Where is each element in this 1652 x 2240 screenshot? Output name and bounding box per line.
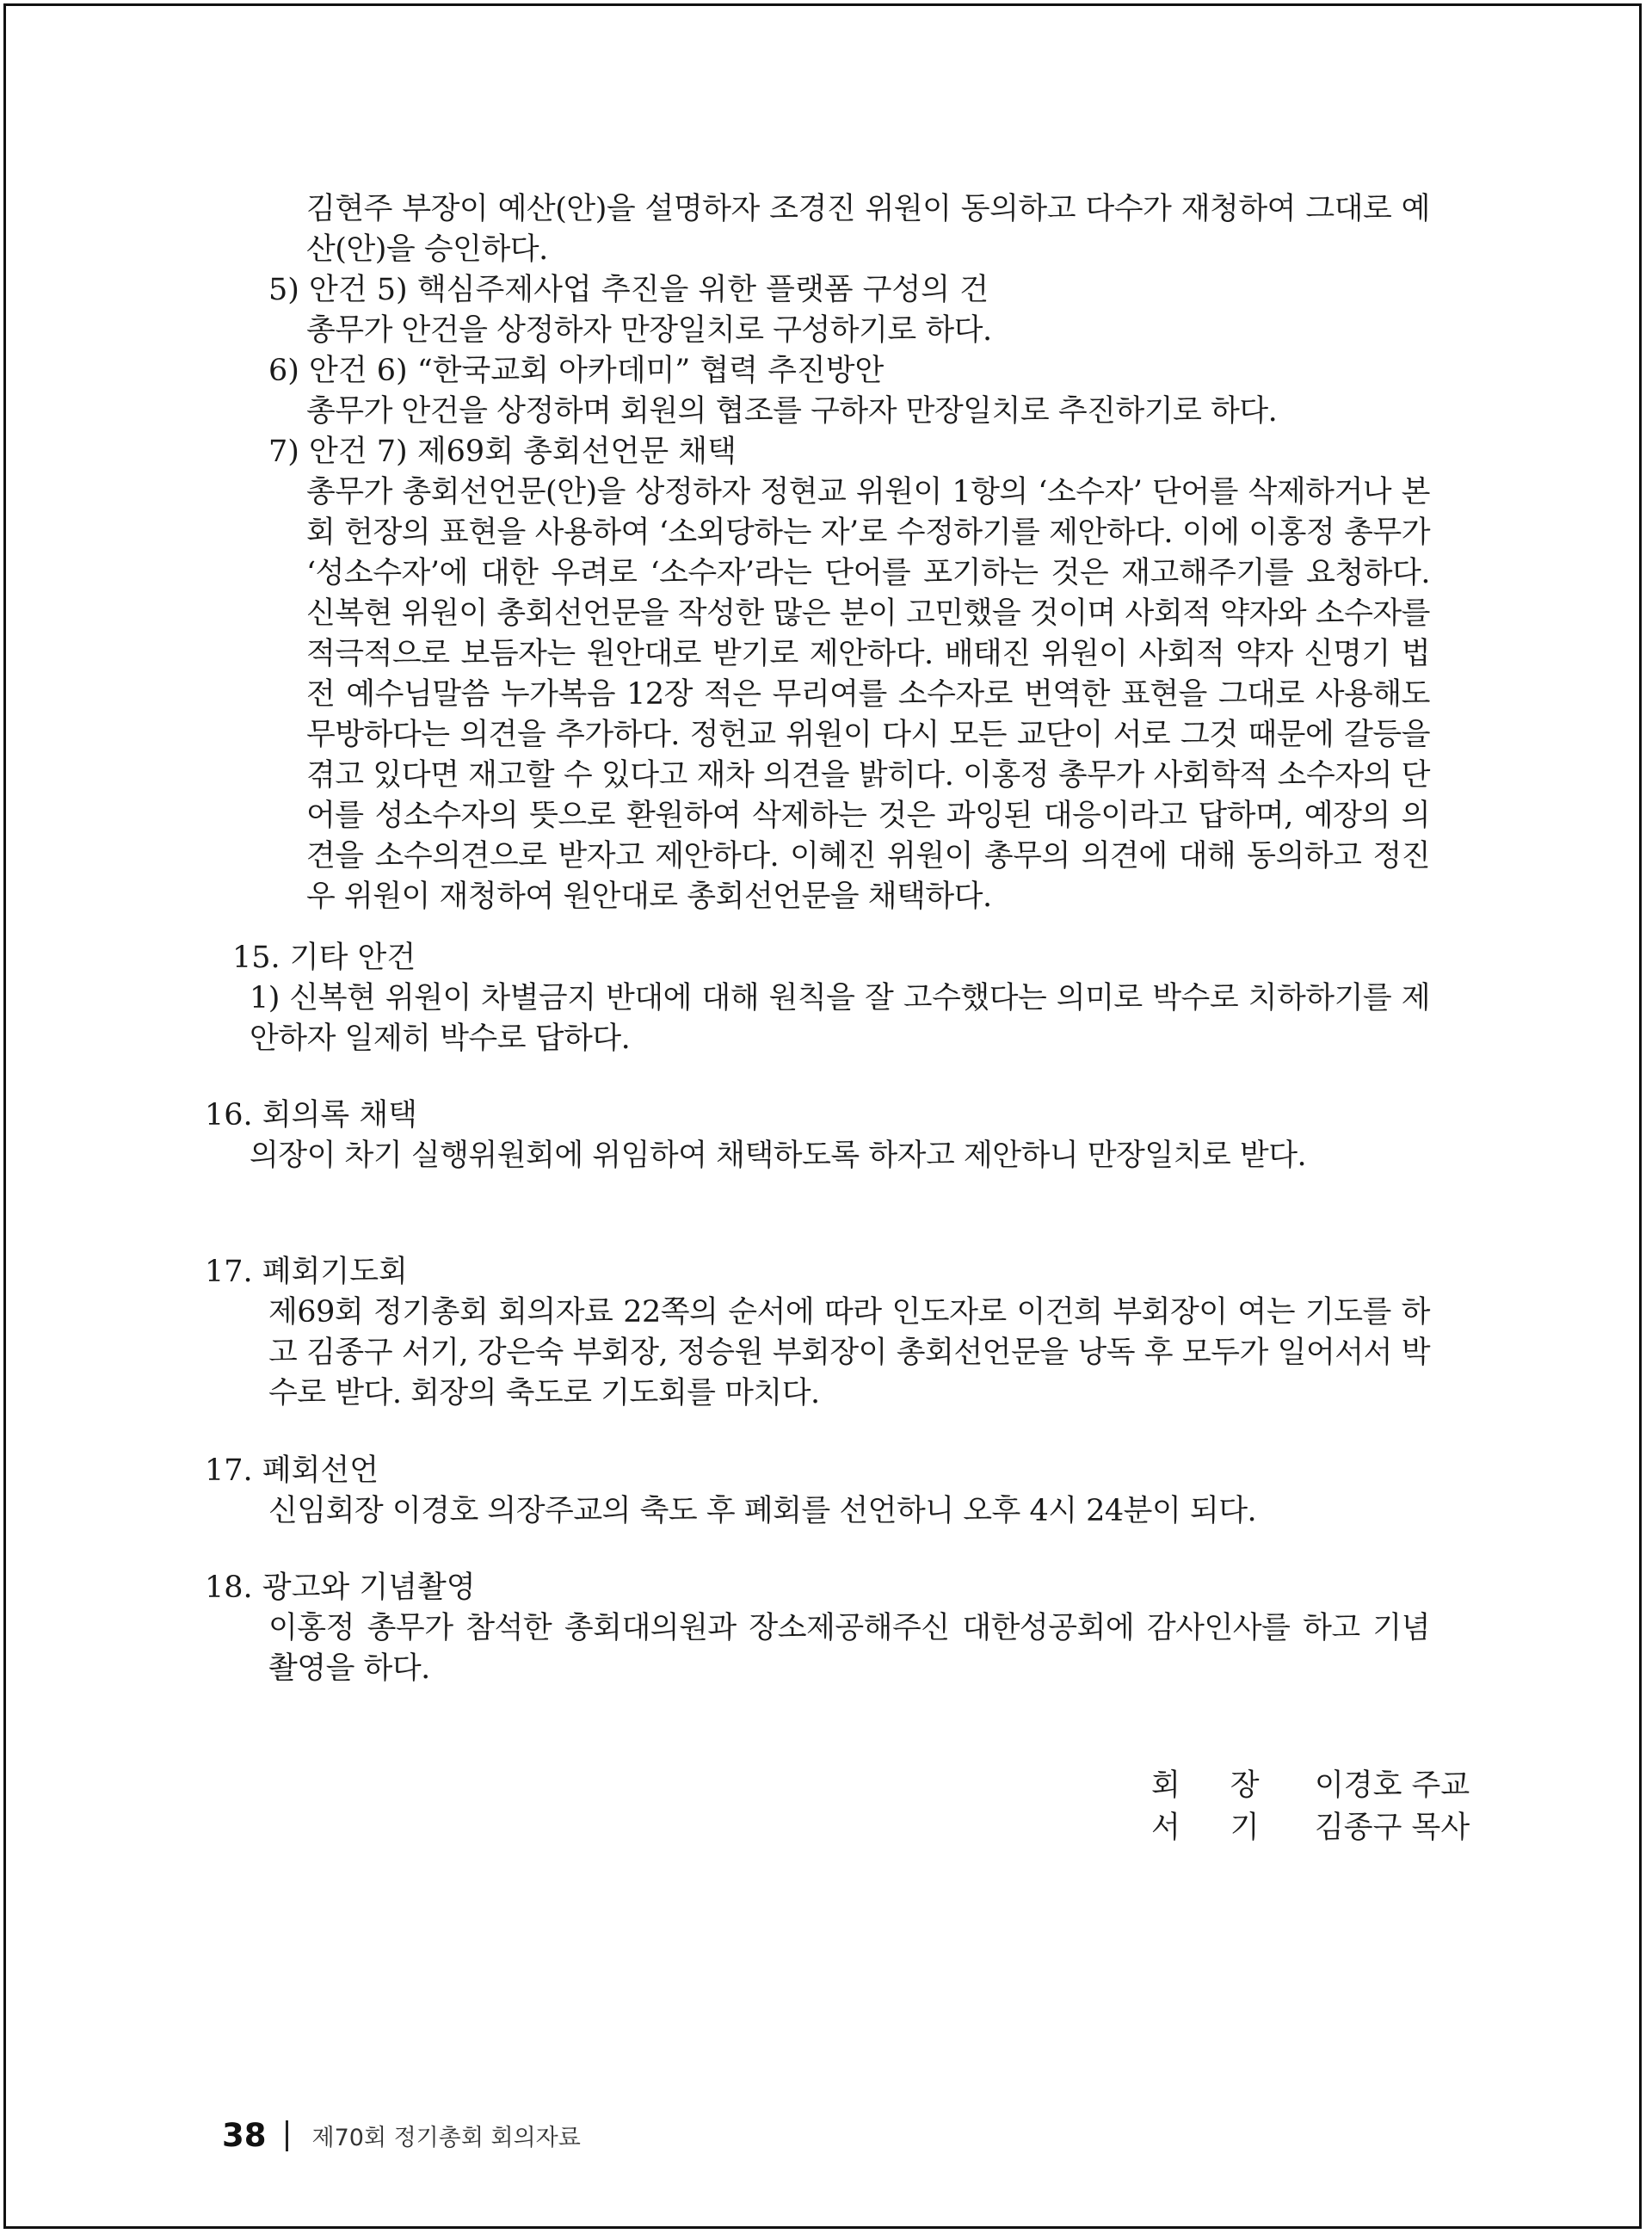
section-17-closing-body: 신임회장 이경호 의장주교의 축도 후 폐회를 선언하니 오후 4시 24분이 되다. — [268, 1494, 1257, 1528]
section-17-prayer-body: 제69회 정기총회 회의자료 22쪽의 순서에 따라 인도자로 이건희 부회장이 여는 기도를 하고 김종구 서기, 강은숙 부회장, 정승원 부회장이 총회선언문을 낭독 후 모두가 일어서서 박수로 받다. 회장의 축도로 기도회를 마치다. — [268, 1295, 1430, 1410]
page-footer — [222, 2117, 581, 2154]
section-15-item-1: 1) 신복현 위원이 차별금지 반대에 대해 원칙을 잘 고수했다는 의미로 박수로 치하하기를 제안하자 일제히 박수로 답하다. — [250, 981, 1430, 1056]
signature-name: 이경호 주교 — [1315, 1768, 1470, 1803]
footer-title: 제70회 정기총회 회의자료 — [311, 2125, 581, 2151]
section-16-title: 16. 회의록 채택 — [205, 1098, 417, 1132]
agenda-6-title: 6) 안건 6) “한국교회 아카데미” 협력 추진방안 — [268, 354, 885, 388]
signature-secretary — [1151, 1808, 1470, 1848]
signature-chair — [1151, 1766, 1470, 1806]
page-number: 38 — [222, 2117, 267, 2154]
intro-paragraph: 김현주 부장이 예산(안)을 설명하자 조경진 위원이 동의하고 다수가 재청하여 그대로 예산(안)을 승인하다. — [306, 192, 1430, 267]
section-15-title: 15. 기타 안건 — [232, 941, 416, 975]
signature-role: 회장 — [1151, 1768, 1310, 1803]
agenda-6-body: 총무가 안건을 상정하며 회원의 협조를 구하자 만장일치로 추진하기로 하다. — [306, 394, 1278, 429]
footer-divider — [286, 2120, 288, 2151]
section-18-body: 이홍정 총무가 참석한 총회대의원과 장소제공해주신 대한성공회에 감사인사를 하고 기념촬영을 하다. — [268, 1611, 1430, 1686]
agenda-7-body: 총무가 총회선언문(안)을 상정하자 정현교 위원이 1항의 ‘소수자’ 단어를 삭제하거나 본 회 헌장의 표현을 사용하여 ‘소외당하는 자’로 수정하기를 제안하다. 이에 이홍정 총무가 ‘성소수자’에 대한 우려로 ‘소수자’라는 단어를 포기하는 것은 재고해주기를 요청하다. 신복현 위원이 총회선언문을 작성한 많은 분이 고민했을 것이며 사회적 약자와 소수자를 적극적으로 보듬자는 원안대로 받기로 제안하다. 배태진 위원이 사회적 약자 신명기 법전 예수님말씀 누가복음 12장 적은 무리여를 소수자로 번역한 표현을 그대로 사용해도 무방하다는 의견을 추가하다. 정헌교 위원이 다시 모든 교단이 서로 그것 때문에 갈등을 겪고 있다면 재고할 수 있다고 재차 의견을 밝히다. 이홍정 총무가 사회학적 소수자의 단어를 성소수자의 뜻으로 환원하여 삭제하는 것은 과잉된 대응이라고 답하며, 예장의 의견을 소수의견으로 받자고 제안하다. 이혜진 위원이 총무의 의견에 대해 동의하고 정진우 위원이 재청하여 원안대로 총회선언문을 채택하다. — [306, 475, 1430, 914]
section-18-title: 18. 광고와 기념촬영 — [205, 1570, 476, 1605]
section-17-closing-title: 17. 폐회선언 — [205, 1453, 379, 1488]
signature-role: 서기 — [1151, 1811, 1310, 1845]
agenda-5-title: 5) 안건 5) 핵심주제사업 추진을 위한 플랫폼 구성의 건 — [268, 273, 989, 307]
agenda-7-title: 7) 안건 7) 제69회 총회선언문 채택 — [268, 435, 737, 469]
signature-name: 김종구 목사 — [1315, 1811, 1470, 1845]
section-17-prayer-title: 17. 폐회기도회 — [205, 1255, 408, 1289]
section-16-body: 의장이 차기 실행위원회에 위임하여 채택하도록 하자고 제안하니 만장일치로 받다. — [250, 1139, 1307, 1173]
agenda-5-body: 총무가 안건을 상정하자 만장일치로 구성하기로 하다. — [306, 313, 992, 348]
